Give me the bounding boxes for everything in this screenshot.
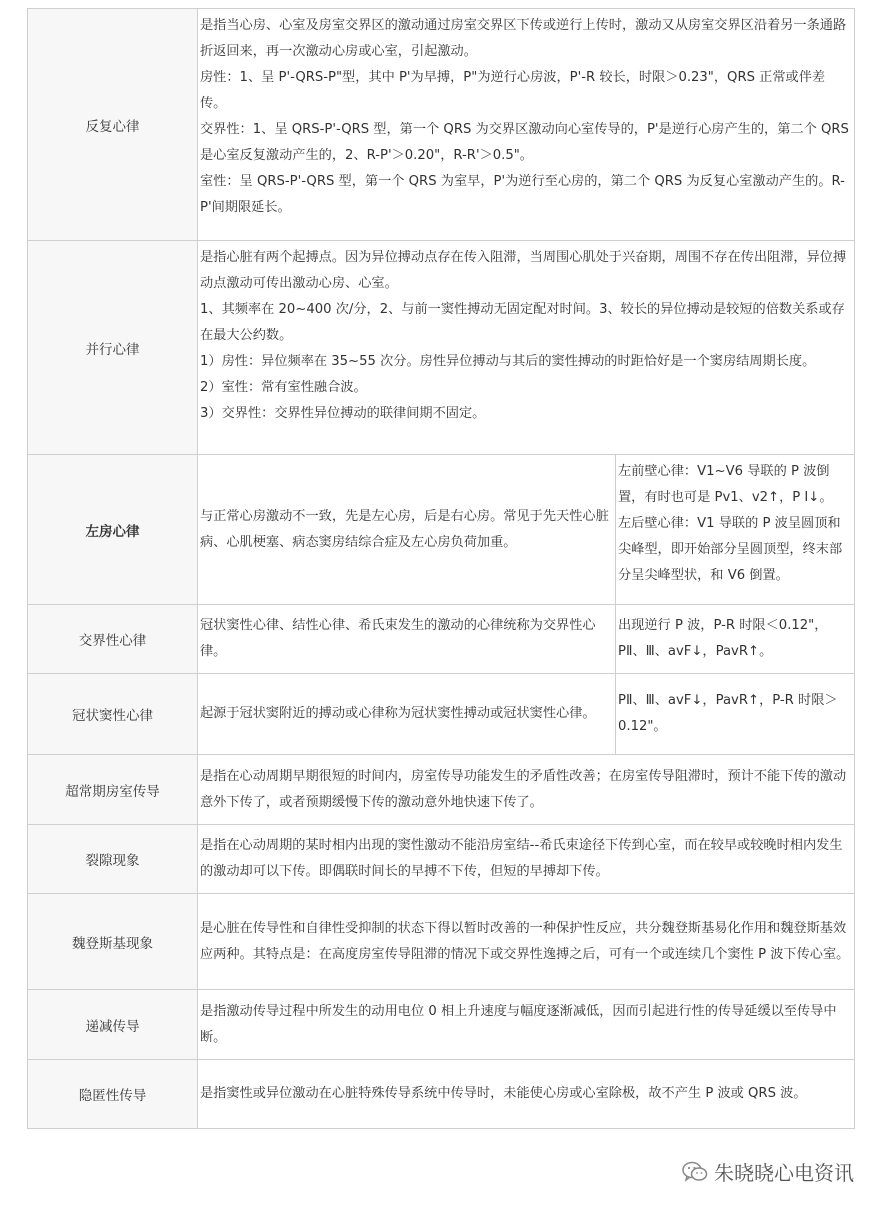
row-detail	[616, 605, 855, 673]
table-row	[27, 754, 855, 824]
content-paragraph: 室性：呈 QRS-P'-QRS 型，第一个 QRS 为室早，P'为逆行至心房的，第二个 QRS 为反复心室激动产生的。R-P'间期限延长。	[200, 174, 845, 215]
table-row	[27, 893, 855, 989]
row-content	[198, 605, 616, 673]
table-row	[27, 824, 855, 893]
content-paragraph: 是心脏在传导性和自律性受抑制的状态下得以暂时改善的一种保护性反应，共分魏登斯基易化作用和魏登斯基效应两种。其特点是：在高度房室传导阻滞的情况下或交界性逸搏之后，可有一个或连续几个窦性 P 波下传心室。	[200, 920, 850, 962]
row-label: 左房心律	[27, 455, 198, 604]
content-paragraph: 是指心脏有两个起搏点。因为异位搏动点存在传入阻滞，当周围心肌处于兴奋期，周围不存在传出阻滞，异位搏动点激动可传出激动心房、心室。	[200, 250, 847, 291]
detail-paragraph: 左前壁心律：V1~V6 导联的 P 波倒置，有时也可是 Pv1、v2↑，P I↓。	[618, 464, 833, 505]
footer-brand	[682, 1157, 854, 1186]
row-content	[198, 1060, 855, 1128]
content-paragraph: 交界性：1、呈 QRS-P'-QRS 型，第一个 QRS 为交界区激动向心室传导的，P'是逆行心房产生的，第二个 QRS 是心室反复激动产生的，2、R-P'＞0.20"，R-R'＞0.5"。	[200, 122, 849, 163]
row-content	[198, 674, 616, 754]
table-row	[27, 1059, 855, 1129]
content-paragraph: 1、其频率在 20~400 次/分，2、与前一窦性搏动无固定配对时间。3、较长的异位搏动是较短的倍数关系或存在最大公约数。	[200, 302, 845, 343]
content-paragraph: 起源于冠状窦附近的搏动或心律称为冠状窦性搏动或冠状窦性心律。	[200, 706, 596, 721]
brand-name: 朱晓晓心电资讯	[714, 1161, 854, 1185]
table-row	[27, 604, 855, 673]
row-label: 交界性心律	[27, 605, 198, 673]
content-paragraph: 与正常心房激动不一致，先是左心房，后是右心房。常见于先天性心脏病、心肌梗塞、病态窦房结综合症及左心房负荷加重。	[200, 508, 609, 550]
row-label: 反复心律	[27, 9, 198, 240]
row-content	[198, 894, 855, 989]
content-paragraph: 2）室性：常有室性融合波。	[200, 380, 367, 395]
content-paragraph: 是指窦性或异位激动在心脏特殊传导系统中传导时，未能使心房或心室除极，故不产生 P 波或 QRS 波。	[200, 1086, 807, 1101]
row-content	[198, 455, 616, 604]
row-label: 裂隙现象	[27, 825, 198, 893]
table-row	[27, 673, 855, 754]
content-paragraph: 3）交界性：交界性异位搏动的联律间期不固定。	[200, 406, 486, 421]
row-label: 冠状窦性心律	[27, 674, 198, 754]
row-label: 递减传导	[27, 990, 198, 1059]
content-paragraph: 是指激动传导过程中所发生的动用电位 0 相上升速度与幅度逐渐减低，因而引起进行性的传导延缓以至传导中断。	[200, 1003, 837, 1045]
content-paragraph: 1）房性：异位频率在 35~55 次分。房性异位搏动与其后的窦性搏动的时距恰好是一个窦房结周期长度。	[200, 354, 816, 369]
content-paragraph: 是指在心动周期早期很短的时间内，房室传导功能发生的矛盾性改善；在房室传导阻滞时，预计不能下传的激动意外下传了，或者预期缓慢下传的激动意外地快速下传了。	[200, 768, 847, 810]
row-content	[198, 9, 855, 240]
row-content	[198, 755, 855, 824]
row-label: 隐匿性传导	[27, 1060, 198, 1128]
table-row	[27, 989, 855, 1059]
row-label: 魏登斯基现象	[27, 894, 198, 989]
row-content	[198, 825, 855, 893]
row-detail	[616, 674, 855, 754]
definition-table	[27, 8, 855, 1129]
content-paragraph: 是指当心房、心室及房室交界区的激动通过房室交界区下传或逆行上传时，激动又从房室交界区沿着另一条通路折返回来，再一次激动心房或心室，引起激动。	[200, 18, 847, 59]
row-content	[198, 990, 855, 1059]
row-label: 并行心律	[27, 241, 198, 454]
detail-paragraph: PⅡ、Ⅲ、avF↓，PavR↑，P-R 时限＞0.12"。	[618, 693, 838, 734]
detail-paragraph: 左后壁心律：V1 导联的 P 波呈圆顶和尖峰型，即开始部分呈圆顶型，终末部分呈尖峰型状，和 V6 倒置。	[618, 516, 843, 583]
table-row	[27, 454, 855, 604]
row-detail	[616, 455, 855, 604]
table-row	[27, 8, 855, 240]
detail-paragraph: 出现逆行 P 波，P-R 时限＜0.12"，PⅡ、Ⅲ、avF↓，PavR↑。	[618, 618, 828, 659]
row-content	[198, 241, 855, 454]
content-paragraph: 冠状窦性心律、结性心律、希氏束发生的激动的心律统称为交界性心律。	[200, 618, 596, 659]
wechat-icon	[682, 1161, 708, 1183]
content-paragraph: 是指在心动周期的某时相内出现的窦性激动不能沿房室结--希氏束途径下传到心室，而在较早或较晚时相内发生的激动却可以下传。即偶联时间长的早搏不下传，但短的早搏却下传。	[200, 838, 843, 879]
row-label: 超常期房室传导	[27, 755, 198, 824]
content-paragraph: 房性：1、呈 P'-QRS-P"型，其中 P'为早搏，P"为逆行心房波，P'-R 较长，时限＞0.23"，QRS 正常或伴差传。	[200, 70, 826, 111]
table-row	[27, 240, 855, 454]
